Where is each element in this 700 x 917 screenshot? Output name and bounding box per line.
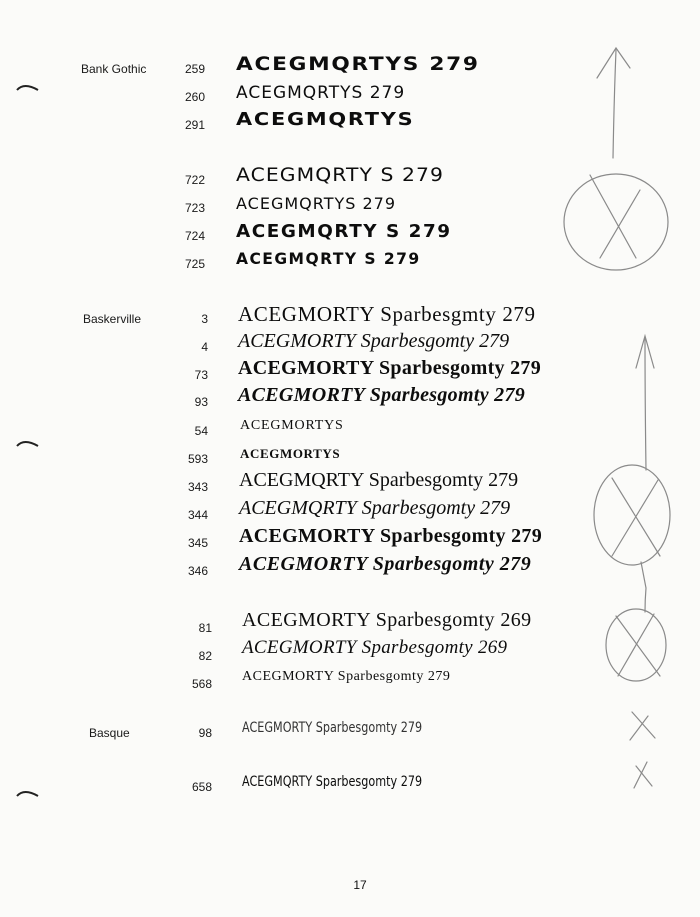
x-mark xyxy=(634,762,652,788)
type-sample: ACEGMORTY Sparbesgomty 279 xyxy=(242,669,451,684)
x-mark xyxy=(630,712,655,740)
style-number: 81 xyxy=(198,621,212,635)
type-sample: ACEGMORTYS xyxy=(240,418,344,433)
style-number: 723 xyxy=(184,201,205,215)
style-number: 593 xyxy=(187,452,208,466)
type-sample: ACEGMQRTYS 279 xyxy=(236,194,397,213)
style-number: 260 xyxy=(184,90,205,104)
type-sample: ACEGMORTY Sparbesgomty 279 xyxy=(238,357,542,379)
style-number: 345 xyxy=(187,536,208,550)
type-sample: ACEGMQRTY S 279 xyxy=(236,249,421,268)
style-number: 3 xyxy=(201,312,208,326)
style-number: 82 xyxy=(198,649,212,663)
type-sample: ACEGMQRTY S 279 xyxy=(236,221,452,242)
type-sample: ACEGMQRTY Sparbesgomty 279 xyxy=(242,774,423,790)
family-label-baskerville: Baskerville xyxy=(83,312,142,326)
type-sample: ACEGMORTYS xyxy=(240,446,341,461)
type-sample: ACEGMORTY Sparbesgmty 279 xyxy=(238,302,536,326)
style-number: 343 xyxy=(187,480,208,494)
type-sample: ACEGMORTY Sparbesgomty 279 xyxy=(242,720,423,736)
arrow-up-mark xyxy=(636,336,654,470)
style-number: 725 xyxy=(184,257,205,271)
style-number: 724 xyxy=(184,229,205,243)
type-sample: ACEGMORTY Sparbesgomty 279 xyxy=(238,384,526,406)
family-label-bank-gothic: Bank Gothic xyxy=(81,62,147,76)
type-sample: ACEGMORTY Sparbesgomty 279 xyxy=(238,330,510,352)
type-sample: ACEGMQRTYS 279 xyxy=(236,53,480,75)
type-sample: ACEGMORTY Sparbesgomty 279 xyxy=(239,553,532,575)
style-number: 722 xyxy=(184,173,205,187)
type-sample: ACEGMQRTY Sparbesgomty 279 xyxy=(239,497,511,519)
family-label-basque: Basque xyxy=(89,726,130,740)
type-sample: ACEGMORTY Sparbesgomty 279 xyxy=(239,525,543,547)
style-number: 568 xyxy=(191,677,212,691)
type-sample: ACEGMQRTYS 279 xyxy=(236,83,406,103)
style-number: 4 xyxy=(201,340,208,354)
style-number: 98 xyxy=(198,726,212,740)
style-number: 93 xyxy=(194,395,208,409)
style-number: 259 xyxy=(184,62,205,76)
type-sample: ACEGMQRTYS xyxy=(236,109,415,130)
type-sample: ACEGMQRTY Sparbesgomty 279 xyxy=(239,469,519,491)
circled-x-mark xyxy=(564,174,668,270)
style-number: 658 xyxy=(191,780,212,794)
style-number: 346 xyxy=(187,564,208,578)
type-sample: ACEGMORTY Sparbesgomty 269 xyxy=(242,609,532,631)
page-number: 17 xyxy=(353,878,367,892)
arrow-up-mark xyxy=(597,48,630,158)
circled-x-mark xyxy=(606,562,666,681)
circled-x-mark xyxy=(594,465,670,565)
style-number: 54 xyxy=(194,424,208,438)
style-number: 344 xyxy=(187,508,208,522)
type-sample: ACEGMQRTY S 279 xyxy=(236,164,445,186)
style-number: 291 xyxy=(184,118,205,132)
style-number: 73 xyxy=(194,368,208,382)
type-sample: ACEGMORTY Sparbesgomty 269 xyxy=(242,637,508,658)
